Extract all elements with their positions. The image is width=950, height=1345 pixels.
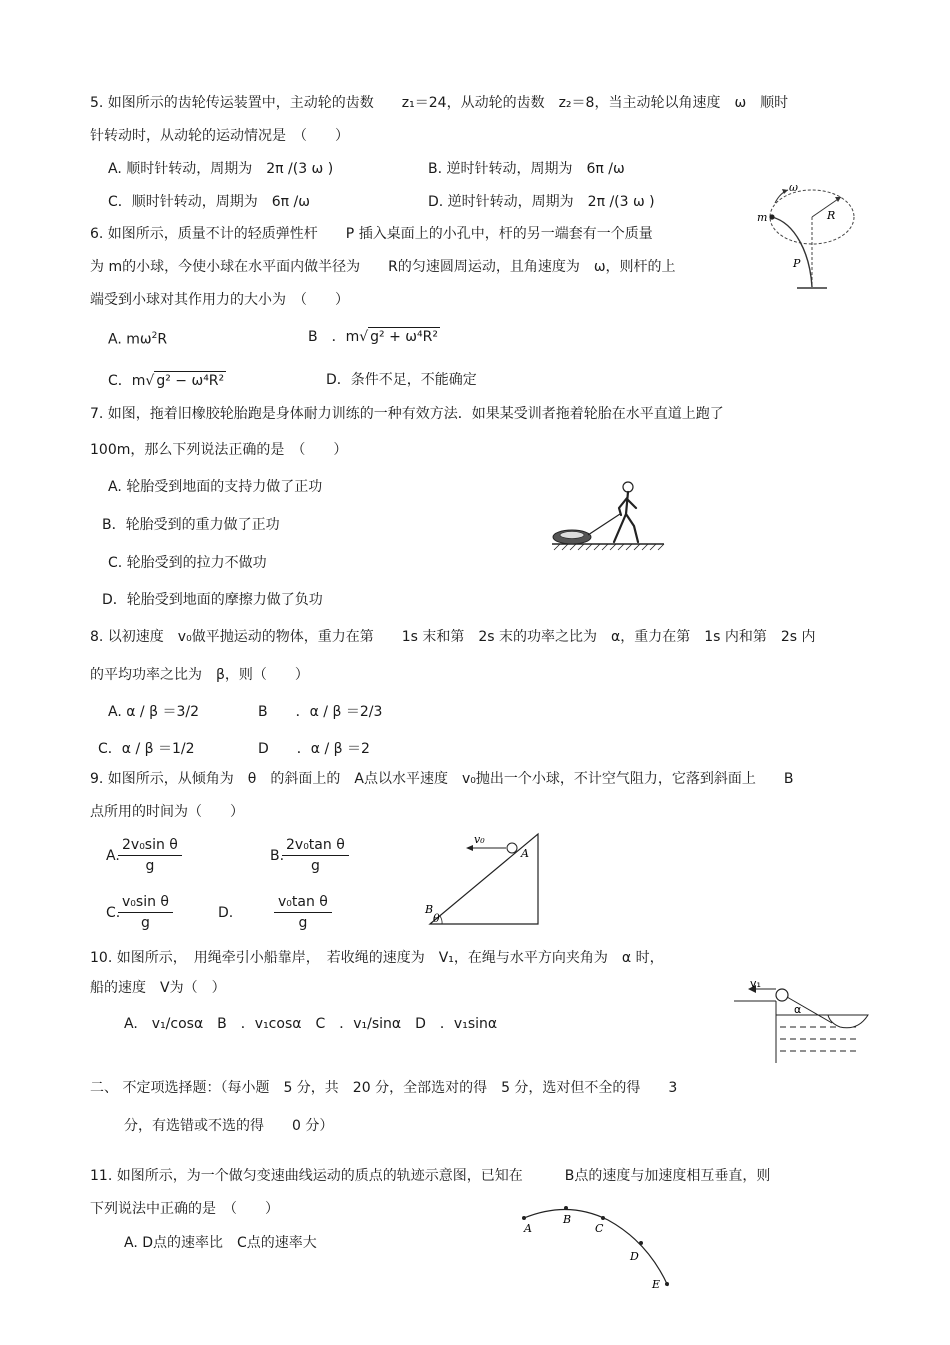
q6-figure (755, 183, 865, 295)
q6-stem-line1: 6. 如图所示，质量不计的轻质弹性杆 P 插入桌面上的小孔中，杆的另一端套有一个质量 (90, 226, 653, 242)
q6-label-m: m (757, 211, 768, 224)
q5-option-a: A. 顺时针转动，周期为 2π /(3 ω ) (108, 161, 334, 177)
q11-label-A: A (524, 1222, 532, 1235)
q7-rope (588, 514, 620, 535)
q6-stem-line2: 为 m的小球，今使小球在水平面内做半径为 R的匀速圆周运动，且角速度为 ω，则杆的上 (90, 259, 676, 275)
q11-point-B (564, 1206, 568, 1210)
q7-option-b: B．轮胎受到的重力做了正功 (102, 517, 280, 533)
q9-option-b-numerator: 2v₀tan θ (282, 836, 349, 856)
q11-stem-line1: 11. 如图所示，为一个做匀变速曲线运动的质点的轨迹示意图，已知在 B点的速度与加速度相互垂直，则 (90, 1168, 771, 1184)
q10-stem-line2: 船的速度 V为（ ） (90, 980, 226, 996)
q11-stem-line2: 下列说法中正确的是 （ ） (90, 1201, 279, 1217)
q7-runner-head (623, 482, 633, 492)
q10-pulley (776, 989, 788, 1001)
q9-option-a-numerator: 2v₀sin θ (118, 836, 182, 856)
q9-stem-line1: 9. 如图所示，从倾角为 θ 的斜面上的 A点以水平速度 v₀抛出一个小球，不计空气阻力，它落到斜面上 B (90, 771, 794, 787)
q6-option-a-pre: A. mω (108, 331, 152, 348)
q9-option-c-label: C. (106, 905, 121, 921)
q6-stem-line3: 端受到小球对其作用力的大小为 （ ） (90, 292, 349, 308)
q11-label-B: B (563, 1213, 572, 1226)
q7-tire-inner (560, 532, 584, 539)
q9-option-c-fraction (118, 893, 173, 932)
q11-point-E (665, 1282, 669, 1286)
q11-label-C: C (595, 1222, 604, 1235)
q9-option-c-numerator: v₀sin θ (118, 893, 173, 913)
q7-figure (548, 478, 668, 553)
q9-label-theta: θ (433, 912, 440, 925)
q9-option-a-denominator: g (145, 858, 155, 874)
q11-label-D: D (630, 1250, 639, 1263)
q9-angle-arc (440, 916, 442, 924)
q6-option-c: C．m√ g² − ω⁴R² (108, 373, 225, 389)
q6-option-d: D．条件不足，不能确定 (326, 372, 477, 388)
q6-option-b: B ．m√ g² + ω⁴R² (308, 329, 438, 345)
q10-boat (828, 1015, 868, 1028)
q6-radius-arrow (835, 197, 841, 202)
q6-ball (769, 214, 774, 219)
q8-stem-line2: 的平均功率之比为 β，则（ ） (90, 667, 309, 683)
q9-option-d-numerator: v₀tan θ (274, 893, 332, 913)
q6-label-R: R (827, 209, 836, 222)
q7-ground-hatch (554, 544, 664, 550)
q9-option-d-fraction (274, 893, 332, 932)
q5-stem-line1: 5. 如图所示的齿轮传运装置中，主动轮的齿数 z₁＝24，从动轮的齿数 z₂＝8，当主动轮以角速度 ω 顺时 (90, 95, 789, 111)
q9-label-A: A (521, 847, 529, 860)
q7-option-a: A. 轮胎受到地面的支持力做了正功 (108, 479, 323, 495)
q6-option-b-radicand: g² + ω⁴R² (370, 329, 438, 345)
q10-stem-line1: 10. 如图所示， 用绳牵引小船靠岸， 若收绳的速度为 V₁，在绳与水平方向夹角为 α 时， (90, 950, 664, 966)
q7-option-d: D．轮胎受到地面的摩擦力做了负功 (102, 592, 323, 608)
q9-option-d-label: D. (218, 905, 234, 921)
q8-option-c: C．α / β ＝1/2 (98, 741, 195, 757)
q10-label-v1: v₁ (750, 977, 761, 990)
q10-figure (732, 975, 872, 1067)
q7-option-c: C. 轮胎受到的拉力不做功 (108, 555, 267, 571)
q7-stem-line2: 100m，那么下列说法正确的是 （ ） (90, 442, 348, 458)
q10-label-alpha: α (794, 1003, 802, 1016)
q11-figure (518, 1198, 678, 1293)
q9-label-v0: v₀ (474, 833, 485, 846)
q8-stem-line1: 8. 以初速度 v₀做平抛运动的物体，重力在第 1s 末和第 2s 末的功率之比为 α，重力在第 1s 内和第 2s 内 (90, 629, 816, 645)
q9-option-b-denominator: g (310, 858, 320, 874)
q9-option-a-fraction (118, 836, 182, 875)
section2-heading-line2: 分，有选错或不选的得 0 分） (124, 1118, 334, 1134)
q6-option-c-pre: C．m (108, 373, 146, 389)
q11-label-E: E (652, 1278, 661, 1291)
q6-label-omega: ω (789, 181, 798, 194)
q7-runner-body (614, 492, 638, 542)
q7-stem-line1: 7. 如图，拖着旧橡胶轮胎跑是身体耐力训练的一种有效方法．如果某受训者拖着轮胎在水平直道上跑了 (90, 406, 724, 422)
q10-water-dashes (780, 1027, 856, 1051)
q9-label-B: B (425, 903, 434, 916)
q9-option-b-fraction (282, 836, 349, 875)
q6-option-a (108, 327, 167, 349)
q9-ball (507, 843, 517, 853)
q11-option-a: A. D点的速率比 C点的速率大 (124, 1235, 317, 1251)
section2-heading-line1: 二、 不定项选择题：（每小题 5 分，共 20 分，全部选对的得 5 分，选对但不全的得 3 (90, 1080, 678, 1096)
q11-point-A (522, 1216, 526, 1220)
q11-trajectory (524, 1209, 668, 1286)
q6-option-a-sup: 2 (151, 331, 158, 341)
q9-stem-line2: 点所用的时间为（ ） (90, 804, 244, 820)
q9-option-a-label: A. (106, 848, 120, 864)
q5-option-d: D. 逆时针转动，周期为 2π /(3 ω ) (428, 194, 655, 210)
q6-option-b-pre: B ．m (308, 329, 360, 345)
q6-option-c-radicand: g² − ω⁴R² (156, 373, 225, 389)
q9-option-d-denominator: g (298, 915, 308, 931)
q9-velocity-arrowhead (466, 845, 473, 851)
q11-point-D (639, 1241, 643, 1245)
q11-point-C (601, 1216, 605, 1220)
q6-label-P: P (793, 257, 801, 270)
q5-option-c: C．顺时针转动，周期为 6π /ω (108, 194, 311, 210)
q9-figure (420, 830, 545, 928)
q8-option-a: A. α / β ＝3/2 (108, 704, 199, 720)
q8-option-b: B ．α / β ＝2/3 (258, 704, 383, 720)
q8-option-d: D ．α / β ＝2 (258, 741, 370, 757)
q6-option-a-post: R (157, 331, 168, 348)
q6-rod (772, 217, 812, 287)
q5-stem-line2: 针转动时，从动轮的运动情况是 （ ） (90, 128, 349, 144)
q5-option-b: B. 逆时针转动，周期为 6π /ω (428, 161, 625, 177)
q10-options: A. v₁/cosα B ．v₁cosα C ．v₁/sinα D ．v₁sinα (124, 1016, 498, 1032)
q9-option-b-label: B. (270, 848, 285, 864)
q9-option-c-denominator: g (141, 915, 150, 931)
